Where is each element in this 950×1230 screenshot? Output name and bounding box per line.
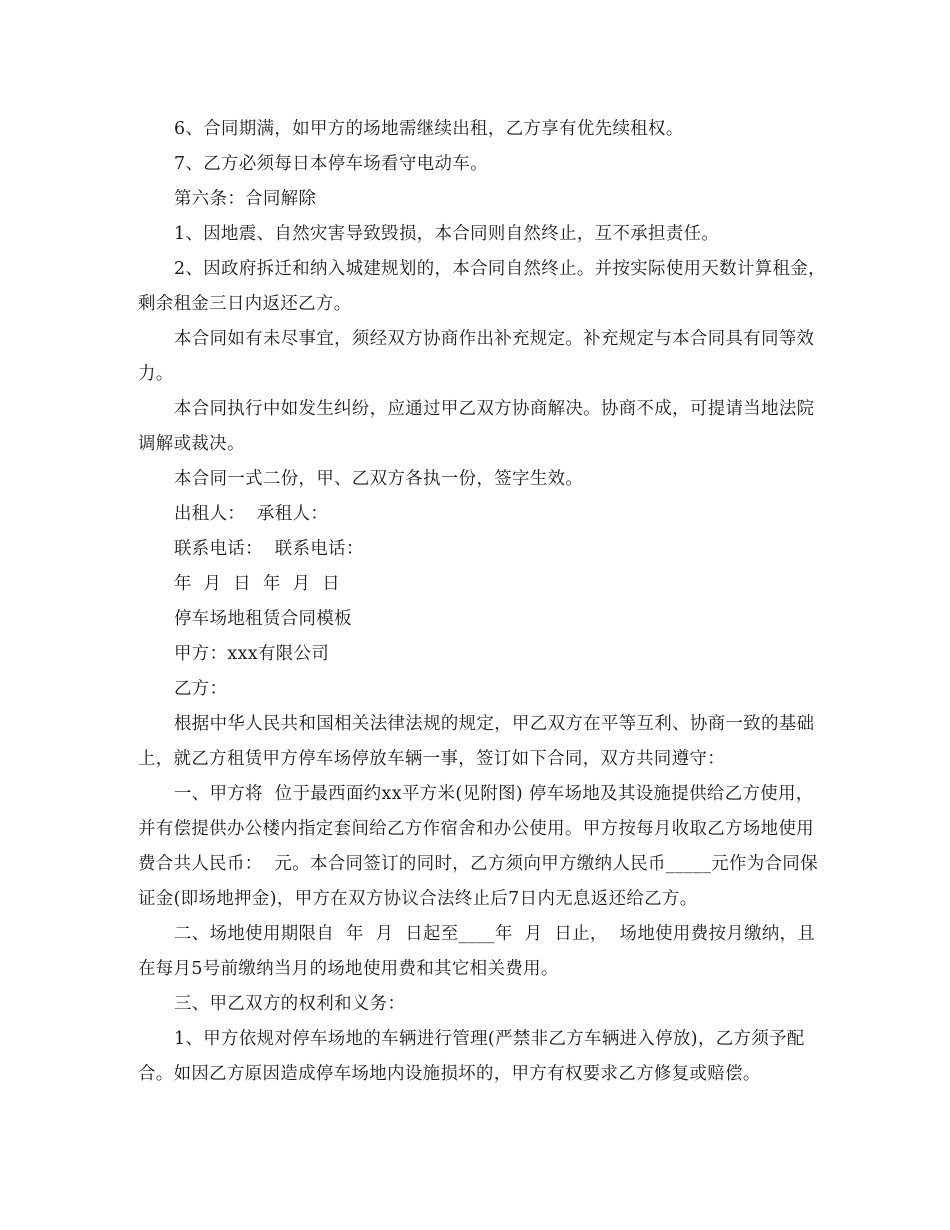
contact-phone-line: 联系电话： 联系电话：: [174, 539, 364, 559]
paragraph-clause-three-heading: 三、甲乙双方的权利和义务：: [174, 994, 406, 1014]
party-b-line: 乙方：: [174, 679, 228, 699]
date-line: 年 月 日 年 月 日: [174, 574, 341, 594]
paragraph-dispute-resolution: 本合同执行中如发生纠纷，应通过甲乙双方协商解决。协商不成，可提请当地法院调解或裁决。: [138, 399, 815, 454]
signature-parties-line: 出租人： 承租人：: [174, 504, 329, 524]
paragraph-government-demolition: 2、因政府拆迁和纳入城建规划的，本合同自然终止。并按实际使用天数计算租金，剩余租金三日内返还乙方。: [138, 259, 826, 314]
paragraph-preamble: 根据中华人民共和国相关法律法规的规定，甲乙双方在平等互利、协商一致的基础上，就乙方租赁甲方停车场停放车辆一事，签订如下合同，双方共同遵守：: [138, 714, 815, 769]
template-title: 停车场地租赁合同模板: [174, 609, 352, 629]
section-heading-termination: 第六条：合同解除: [174, 189, 317, 209]
party-a-line: 甲方：xxx有限公司: [174, 644, 330, 664]
paragraph-clause-two: 二、场地使用期限自 年 月 日起至____年 月 日止， 场地使用费按月缴纳，且在每月5号前缴纳当月的场地使用费和其它相关费用。: [138, 924, 816, 979]
paragraph-clause-three-item-one: 1、甲方依规对停车场地的车辆进行管理(严禁非乙方车辆进入停放)，乙方须予配合。如因乙方原因造成停车场地内设施损坏的，甲方有权要求乙方修复或赔偿。: [138, 1029, 805, 1084]
document-page: [138, 112, 828, 1092]
paragraph-supplementary-terms: 本合同如有未尽事宜，须经双方协商作出补充规定。补充规定与本合同具有同等效力。: [138, 329, 815, 384]
paragraph-clause-one: 一、甲方将 位于最西面约xx平方米(见附图) 停车场地及其设施提供给乙方使用，并有偿提供办公楼内指定套间给乙方作宿舍和办公使用。甲方按每月收取乙方场地使用费合共人民币： 元。本合同签订的同时，乙方须向甲方缴纳人民币_____元作为合同保证金(即场地押金)，甲方在双方协议合法终止后7日内无息返还给乙方。: [138, 784, 819, 909]
paragraph-renewal-priority: 6、合同期满，如甲方的场地需继续出租，乙方享有优先续租权。: [174, 119, 684, 139]
paragraph-natural-disaster: 1、因地震、自然灾害导致毁损，本合同则自然终止，互不承担责任。: [174, 224, 720, 244]
paragraph-copies: 本合同一式二份，甲、乙双方各执一份，签字生效。: [174, 469, 584, 489]
paragraph-guard-duty: 7、乙方必须每日本停车场看守电动车。: [174, 154, 488, 174]
